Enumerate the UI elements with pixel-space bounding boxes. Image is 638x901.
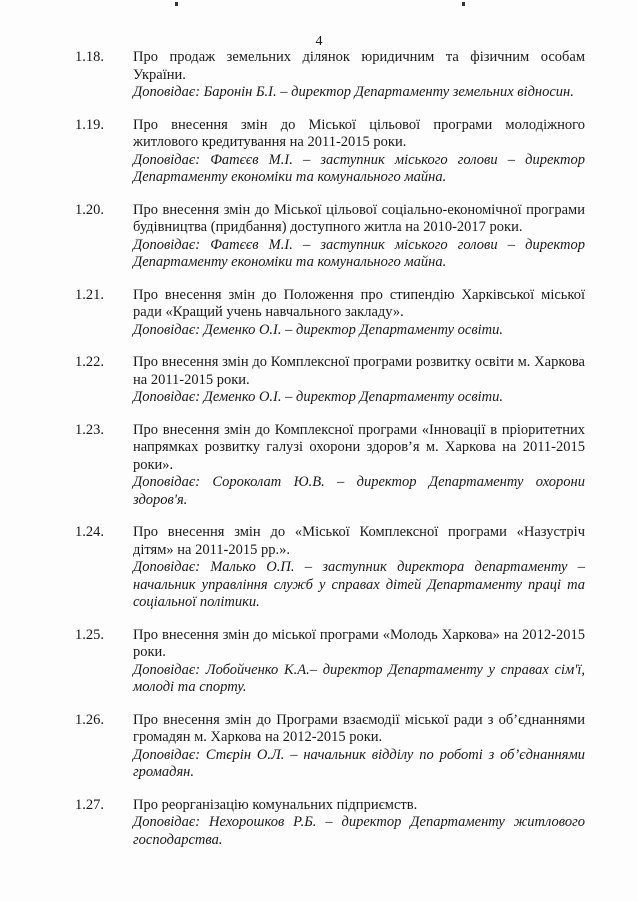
agenda-item-1-26 — [0, 712, 638, 782]
item-title: Про внесення змін до «Міської Комплексної програми «Назустріч дітям» на 2011-2015 рр.». — [133, 524, 585, 558]
item-number: 1.20. — [75, 201, 104, 218]
item-number: 1.21. — [75, 286, 104, 303]
agenda-item-1-27 — [0, 797, 638, 850]
page-number: 4 — [315, 34, 323, 49]
item-title: Про внесення змін до Програми взаємодії міської ради з об’єднаннями громадян м. Харкова на 2012-2015 роки. — [133, 711, 585, 745]
item-speaker: Доповідає: Деменко О.І. – директор Департаменту освіти. — [133, 389, 503, 405]
scan-mark-left — [175, 2, 178, 6]
item-number: 1.24. — [75, 524, 104, 540]
agenda-item-1-24 — [0, 524, 638, 612]
item-number: 1.23. — [75, 421, 104, 438]
item-speaker: Доповідає: Баронін Б.І. – директор Департаменту земельних відносин. — [133, 84, 574, 100]
item-number: 1.19. — [75, 116, 104, 133]
agenda-item-1-18 — [0, 49, 638, 102]
agenda-item-1-22 — [0, 354, 638, 407]
item-title: Про внесення змін до Положення про стипендію Харківської міської ради «Кращий учень навчального закладу». — [133, 286, 585, 320]
item-title: Про внесення змін до Комплексної програми розвитку освіти м. Харкова на 2011-2015 роки. — [133, 354, 585, 388]
item-number: 1.26. — [75, 711, 104, 728]
agenda-list — [0, 49, 638, 864]
agenda-item-1-21 — [0, 287, 638, 340]
item-title: Про реорганізацію комунальних підприємств. — [133, 796, 418, 813]
item-number: 1.22. — [75, 354, 104, 370]
agenda-item-1-19 — [0, 117, 638, 187]
item-title: Про внесення змін до Комплексної програми «Інновації в пріоритетних напрямках розвитку галузі охорони здоров’я м. Харкова на 2011-2015 роки». — [133, 421, 585, 473]
item-title: Про внесення змін до Міської цільової соціально-економічної програми будівництва (придбання) доступного житла на 2010-2017 роки. — [133, 201, 585, 235]
agenda-item-1-23 — [0, 422, 638, 510]
item-speaker: Доповідає: Фатєєв М.І. – заступник міського голови – директор Департаменту економіки та комунального майна. — [133, 151, 585, 185]
item-number: 1.25. — [75, 626, 104, 643]
item-title: Про внесення змін до міської програми «Молодь Харкова» на 2012-2015 роки. — [133, 626, 585, 660]
item-speaker: Доповідає: Лобойченко К.А.– директор Департаменту у справах сім'ї, молоді та спорту. — [133, 661, 585, 695]
item-number: 1.18. — [75, 49, 104, 65]
item-title: Про внесення змін до Міської цільової програми молодіжного житлового кредитування на 2011-2015 роки. — [133, 116, 585, 150]
item-speaker: Доповідає: Стєрін О.Л. – начальник відділу по роботі з об’єднаннями громадян. — [133, 746, 585, 780]
item-speaker: Доповідає: Деменко О.І. – директор Департаменту освіти. — [133, 321, 503, 338]
item-speaker: Доповідає: Сороколат Ю.В. – директор Департаменту охорони здоров'я. — [133, 474, 585, 508]
scan-mark-right — [462, 2, 465, 6]
agenda-item-1-25 — [0, 627, 638, 697]
item-speaker: Доповідає: Нехорошков Р.Б. – директор Департаменту житлового господарства. — [133, 814, 585, 848]
item-speaker: Доповідає: Малько О.П. – заступник директора департаменту – начальник управління служб у справах дітей Департаменту праці та соціальної політики. — [133, 559, 585, 610]
item-title: Про продаж земельних ділянок юридичним та фізичним особам України. — [133, 49, 585, 83]
item-number: 1.27. — [75, 796, 104, 813]
agenda-item-1-20 — [0, 202, 638, 272]
item-speaker: Доповідає: Фатєєв М.І. – заступник міського голови – директор Департаменту економіки та комунального майна. — [133, 236, 585, 270]
